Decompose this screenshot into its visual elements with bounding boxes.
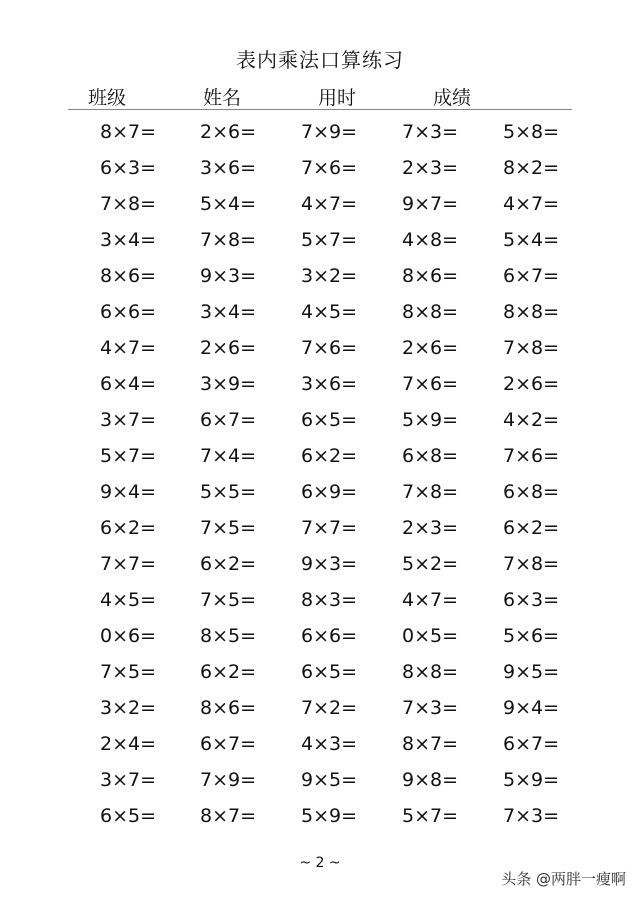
problem-row [0, 726, 640, 762]
problem-item: 0×6= [100, 625, 157, 647]
problem-item: 7×5= [200, 517, 257, 539]
problem-item: 6×3= [503, 589, 560, 611]
problem-item: 6×3= [100, 157, 157, 179]
problem-item: 4×7= [402, 589, 459, 611]
problem-item: 6×7= [200, 409, 257, 431]
problem-item: 2×6= [200, 121, 257, 143]
problem-row [0, 150, 640, 186]
worksheet-title: 表内乘法口算练习 [236, 48, 404, 72]
problem-item: 7×7= [301, 517, 358, 539]
problem-item: 8×5= [200, 625, 257, 647]
problem-item: 8×7= [402, 733, 459, 755]
problem-item: 9×4= [503, 697, 560, 719]
class-field [88, 83, 203, 110]
problem-item: 3×9= [200, 373, 257, 395]
problem-item: 3×7= [100, 409, 157, 431]
problem-item: 7×8= [100, 193, 157, 215]
problem-item: 2×4= [100, 733, 157, 755]
page-number: ~ 2 ~ [299, 855, 341, 871]
problem-item: 7×8= [402, 481, 459, 503]
problem-row [0, 762, 640, 798]
problem-item: 7×3= [402, 121, 459, 143]
problem-item: 0×5= [402, 625, 459, 647]
problem-item: 7×9= [200, 769, 257, 791]
score-label: 成绩 [433, 87, 472, 109]
problem-item: 8×6= [402, 265, 459, 287]
problem-item: 7×5= [100, 661, 157, 683]
problem-item: 9×8= [402, 769, 459, 791]
problem-item: 5×9= [301, 805, 358, 827]
student-info-row [88, 84, 554, 110]
class-blank [129, 91, 199, 110]
problem-item: 5×4= [200, 193, 257, 215]
problem-item: 6×5= [100, 805, 157, 827]
time-field [318, 83, 433, 110]
score-blank [474, 91, 550, 110]
problem-item: 8×3= [301, 589, 358, 611]
name-label: 姓名 [203, 87, 242, 109]
problem-item: 6×6= [301, 625, 358, 647]
problem-item: 4×3= [301, 733, 358, 755]
problem-item: 8×8= [402, 301, 459, 323]
problem-item: 8×8= [503, 301, 560, 323]
problem-item: 8×8= [402, 661, 459, 683]
problem-item: 4×2= [503, 409, 560, 431]
problem-item: 6×7= [200, 733, 257, 755]
score-field [433, 83, 554, 110]
problem-item: 6×5= [301, 409, 358, 431]
problem-item: 5×7= [301, 229, 358, 251]
problem-grid [0, 114, 640, 834]
problem-item: 5×8= [503, 121, 560, 143]
problem-row [0, 258, 640, 294]
problem-item: 3×4= [100, 229, 157, 251]
problem-item: 5×6= [503, 625, 560, 647]
problem-item: 7×5= [200, 589, 257, 611]
problem-item: 9×7= [402, 193, 459, 215]
problem-item: 8×6= [100, 265, 157, 287]
problem-row [0, 402, 640, 438]
problem-item: 8×2= [503, 157, 560, 179]
problem-item: 7×8= [503, 337, 560, 359]
problem-item: 8×7= [100, 121, 157, 143]
problem-item: 3×4= [200, 301, 257, 323]
problem-row [0, 618, 640, 654]
problem-item: 5×9= [402, 409, 459, 431]
problem-item: 4×7= [503, 193, 560, 215]
problem-row [0, 510, 640, 546]
problem-item: 2×6= [200, 337, 257, 359]
watermark: 头条 @两胖一瘦啊 [501, 870, 626, 888]
class-label: 班级 [88, 87, 127, 109]
problem-item: 7×8= [200, 229, 257, 251]
problem-row [0, 582, 640, 618]
problem-row [0, 294, 640, 330]
problem-item: 4×5= [301, 301, 358, 323]
problem-item: 6×7= [503, 733, 560, 755]
problem-item: 7×6= [402, 373, 459, 395]
problem-item: 3×2= [301, 265, 358, 287]
problem-row [0, 798, 640, 834]
problem-item: 6×7= [503, 265, 560, 287]
problem-row [0, 474, 640, 510]
problem-item: 7×6= [301, 157, 358, 179]
problem-row [0, 654, 640, 690]
header-divider [68, 109, 572, 110]
problem-item: 7×7= [100, 553, 157, 575]
problem-item: 7×8= [503, 553, 560, 575]
problem-item: 5×4= [503, 229, 560, 251]
problem-item: 7×6= [503, 445, 560, 467]
problem-item: 5×5= [200, 481, 257, 503]
problem-item: 3×6= [301, 373, 358, 395]
problem-item: 6×2= [301, 445, 358, 467]
name-blank [244, 91, 314, 110]
problem-item: 9×5= [301, 769, 358, 791]
problem-item: 8×7= [200, 805, 257, 827]
problem-item: 3×6= [200, 157, 257, 179]
problem-item: 6×2= [503, 517, 560, 539]
problem-item: 9×3= [200, 265, 257, 287]
problem-item: 5×7= [402, 805, 459, 827]
problem-item: 6×8= [503, 481, 560, 503]
problem-item: 6×2= [100, 517, 157, 539]
problem-row [0, 330, 640, 366]
problem-item: 7×6= [301, 337, 358, 359]
problem-item: 4×8= [402, 229, 459, 251]
time-blank [359, 91, 429, 110]
problem-item: 8×6= [200, 697, 257, 719]
problem-item: 3×7= [100, 769, 157, 791]
problem-row [0, 114, 640, 150]
problem-item: 2×6= [402, 337, 459, 359]
problem-item: 6×2= [200, 661, 257, 683]
problem-item: 7×3= [402, 697, 459, 719]
problem-row [0, 690, 640, 726]
problem-row [0, 186, 640, 222]
name-field [203, 83, 318, 110]
problem-item: 7×3= [503, 805, 560, 827]
problem-item: 7×4= [200, 445, 257, 467]
problem-item: 7×2= [301, 697, 358, 719]
problem-item: 6×6= [100, 301, 157, 323]
problem-row [0, 366, 640, 402]
time-label: 用时 [318, 87, 357, 109]
problem-item: 6×4= [100, 373, 157, 395]
problem-item: 2×3= [402, 157, 459, 179]
problem-item: 3×2= [100, 697, 157, 719]
problem-item: 4×5= [100, 589, 157, 611]
problem-item: 9×3= [301, 553, 358, 575]
problem-item: 2×3= [402, 517, 459, 539]
problem-row [0, 222, 640, 258]
problem-item: 6×5= [301, 661, 358, 683]
problem-item: 6×2= [200, 553, 257, 575]
problem-item: 6×9= [301, 481, 358, 503]
problem-item: 6×8= [402, 445, 459, 467]
problem-item: 9×4= [100, 481, 157, 503]
problem-item: 4×7= [301, 193, 358, 215]
problem-item: 7×9= [301, 121, 358, 143]
problem-item: 5×2= [402, 553, 459, 575]
problem-row [0, 438, 640, 474]
problem-item: 9×5= [503, 661, 560, 683]
problem-row [0, 546, 640, 582]
problem-item: 4×7= [100, 337, 157, 359]
problem-item: 2×6= [503, 373, 560, 395]
problem-item: 5×7= [100, 445, 157, 467]
problem-item: 5×9= [503, 769, 560, 791]
